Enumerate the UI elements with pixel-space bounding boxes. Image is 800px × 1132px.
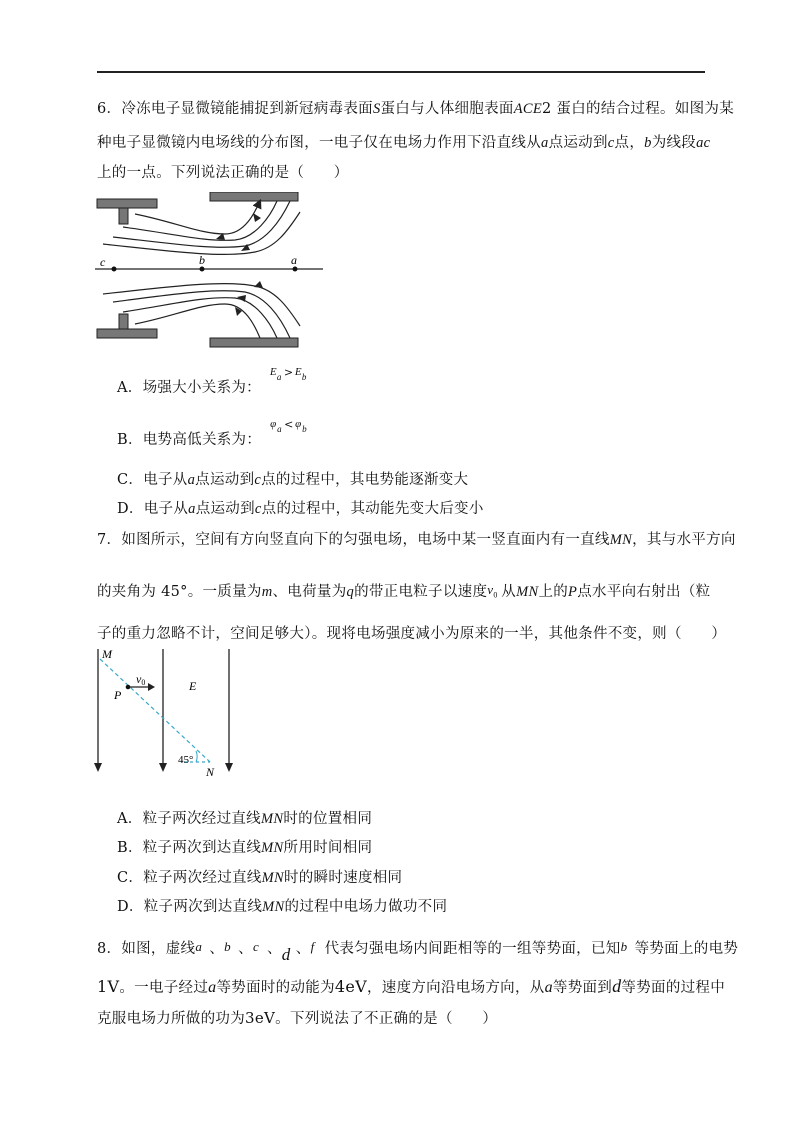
velocity-arrowhead	[148, 683, 155, 691]
option-text: 点的过程中，其动能先变大后变小	[261, 501, 484, 517]
line-mn	[100, 659, 210, 762]
sep: 、	[209, 941, 225, 957]
value-1v: 1V	[97, 977, 120, 996]
value-3ev: 3eV	[245, 1009, 276, 1027]
q6-s: S	[372, 101, 381, 117]
sep: 、	[295, 941, 311, 957]
option-text: 的过程中电场力做功不同	[284, 899, 448, 915]
q7-text: 的带正电粒子以速度	[354, 584, 488, 600]
q6-line-1	[97, 97, 734, 118]
var-v: v	[487, 582, 494, 597]
option-text: 时的位置相同	[283, 811, 373, 827]
option-b-math	[266, 418, 316, 444]
q8-text: 代表匀强电场内间距相等的一组等势面，已知	[324, 941, 621, 957]
var-sub: 0	[493, 590, 498, 600]
option-text: 点运动到	[195, 501, 255, 517]
q8-line-1	[97, 937, 739, 964]
label-c: c	[100, 255, 106, 269]
q6-ace2: ACE	[513, 101, 542, 117]
var-mn: MN	[262, 899, 285, 915]
var-a: a	[544, 979, 553, 996]
q6-line-2	[97, 131, 710, 152]
plate-bottom-right	[210, 338, 298, 347]
q8-line-3	[97, 1007, 497, 1028]
q8-text: 等势面到	[552, 980, 613, 996]
math-op: <	[284, 418, 294, 431]
q6-var-c: c	[607, 135, 615, 151]
q7-option-a	[117, 807, 372, 828]
top-rule	[97, 71, 705, 73]
var-mn: MN	[609, 532, 633, 548]
option-text: 点的过程中，其电势能逐渐变大	[261, 472, 469, 488]
label-n: N	[206, 765, 215, 779]
q8-text: 。下列说法了不正确的是（ ）	[275, 1011, 498, 1027]
option-text: 时的瞬时速度相同	[283, 870, 403, 886]
math-sub: a	[277, 424, 282, 434]
q7-option-b	[117, 836, 372, 857]
var-q: q	[346, 584, 355, 600]
var: b	[620, 939, 628, 954]
option-text: B．粒子两次到达直线	[117, 840, 262, 856]
value-4ev: 4eV	[334, 977, 367, 996]
q7-text: 上的	[538, 584, 569, 600]
var-a: a	[208, 979, 217, 996]
q6-text: 蛋白与人体细胞表面	[380, 101, 514, 117]
q6-var-b: b	[644, 135, 652, 151]
sep: 、	[238, 941, 253, 957]
q6-option-b	[117, 418, 316, 449]
var-a: a	[188, 501, 196, 517]
q7-text: ，其与水平方向	[632, 532, 736, 548]
var-a: a	[187, 472, 196, 488]
q8-line-2	[97, 976, 725, 997]
q6-line-3	[97, 161, 349, 182]
label-e: E	[189, 679, 197, 693]
var-m: m	[261, 584, 273, 600]
math-sub: a	[276, 372, 282, 382]
field-arrows	[216, 213, 263, 316]
math-e: E	[269, 366, 277, 378]
option-text: 所用时间相同	[283, 840, 373, 856]
plate-tab-top	[119, 208, 128, 224]
plate-tab-bottom	[119, 314, 128, 329]
upper-field-lines	[103, 201, 300, 254]
q7-text: 7．如图所示，空间有方向竖直向下的匀强电场，电场中某一竖直面内有一直线	[97, 532, 610, 548]
label-sub: 0	[141, 678, 146, 687]
q8-text: 。一电子经过	[119, 980, 209, 996]
q7-text: 、电荷量为	[272, 584, 347, 600]
label-a: a	[291, 253, 297, 267]
q6-var-a: a	[541, 135, 549, 151]
q8-text: 等势面上的电势	[634, 941, 739, 957]
var-mn: MN	[261, 870, 284, 886]
q7-text: 的夹角为 45°。一质量为	[97, 584, 262, 600]
q6-text: 6．冷冻电子显微镜能捕捉到新冠病毒表面	[97, 101, 373, 117]
option-text: A．粒子两次经过直线	[117, 811, 261, 827]
sep: 、	[266, 941, 282, 957]
label-p: P	[114, 688, 122, 702]
option-text: B．电势高低关系为：	[117, 432, 262, 448]
q7-text: 点水平向右射出（粒	[577, 584, 711, 600]
option-text: A．场强大小关系为：	[117, 380, 261, 396]
point-b	[200, 267, 205, 272]
q7-text: 从	[501, 584, 517, 600]
var-p: P	[568, 584, 578, 600]
q7-option-d	[117, 895, 447, 916]
q8-text: 8．如图，虚线	[97, 941, 196, 957]
q6-text: 2 蛋白的结合过程。如图为某	[542, 101, 735, 117]
option-a-math	[266, 366, 316, 392]
var-d: d	[612, 976, 622, 996]
label-m: M	[102, 647, 112, 661]
math-phi: φ	[295, 418, 302, 430]
label-angle: 45°	[178, 754, 194, 766]
point-a	[293, 267, 298, 272]
label-v: v	[136, 672, 142, 686]
label-b: b	[199, 253, 205, 267]
q6-text: 点运动到	[548, 135, 608, 151]
q8-text: ，速度方向沿电场方向，从	[366, 980, 545, 996]
uniform-field-figure	[92, 645, 242, 780]
var: b	[224, 939, 231, 954]
option-text: D．粒子两次到达直线	[117, 899, 263, 915]
math-op: >	[283, 366, 294, 379]
option-text: D．电子从	[117, 501, 189, 517]
q7-line-1	[97, 528, 736, 549]
plate-top-left	[97, 199, 157, 208]
var-c: c	[254, 501, 262, 517]
q7-line-2	[97, 580, 710, 601]
angle-arc	[196, 751, 197, 762]
q6-option-d	[117, 497, 484, 518]
option-text: C．粒子两次经过直线	[117, 870, 262, 886]
label-v0	[136, 672, 145, 687]
point-c	[112, 267, 117, 272]
q8-text: 等势面时的动能为	[216, 980, 335, 996]
var: c	[252, 939, 260, 954]
var-mn: MN	[261, 840, 284, 856]
math-sub: b	[301, 372, 307, 382]
arrow-down-2	[159, 763, 167, 772]
var: a	[195, 939, 203, 954]
math-phi: φ	[270, 418, 277, 430]
arrow-down-1	[94, 763, 102, 772]
q6-option-a	[117, 366, 316, 397]
q7-option-c	[117, 866, 402, 887]
q7-text: 子的重力忽略不计，空间足够大）。现将电场强度减小为原来的一半，其他条件不变，则（ ）	[97, 626, 727, 642]
electric-field-lens-figure	[95, 192, 325, 352]
var-c: c	[254, 472, 262, 488]
var: d	[281, 945, 291, 964]
q6-var-ac: ac	[696, 135, 711, 151]
q6-text: 点，	[614, 135, 645, 151]
arrow-down-3	[225, 763, 233, 772]
plate-bottom-left	[97, 329, 157, 338]
q6-text: 种电子显微镜内电场线的分布图，一电子仅在电场力作用下沿直线从	[97, 135, 541, 151]
var-mn: MN	[516, 584, 539, 600]
point-p	[126, 685, 131, 690]
math-sub: b	[302, 424, 307, 434]
q7-line-3	[97, 622, 726, 643]
var-mn: MN	[260, 811, 284, 827]
plate-top-right	[210, 192, 298, 201]
option-text: 点运动到	[195, 472, 255, 488]
q6-text: 上的一点。下列说法正确的是（ ）	[97, 165, 349, 181]
q6-text: 为线段	[651, 135, 697, 151]
q8-text: 克服电场力所做的功为	[97, 1011, 245, 1027]
q8-text: 等势面的过程中	[621, 980, 726, 996]
option-text: C．电子从	[117, 472, 188, 488]
var: f	[310, 939, 315, 954]
q6-option-c	[117, 468, 468, 489]
math-e: E	[294, 366, 302, 378]
